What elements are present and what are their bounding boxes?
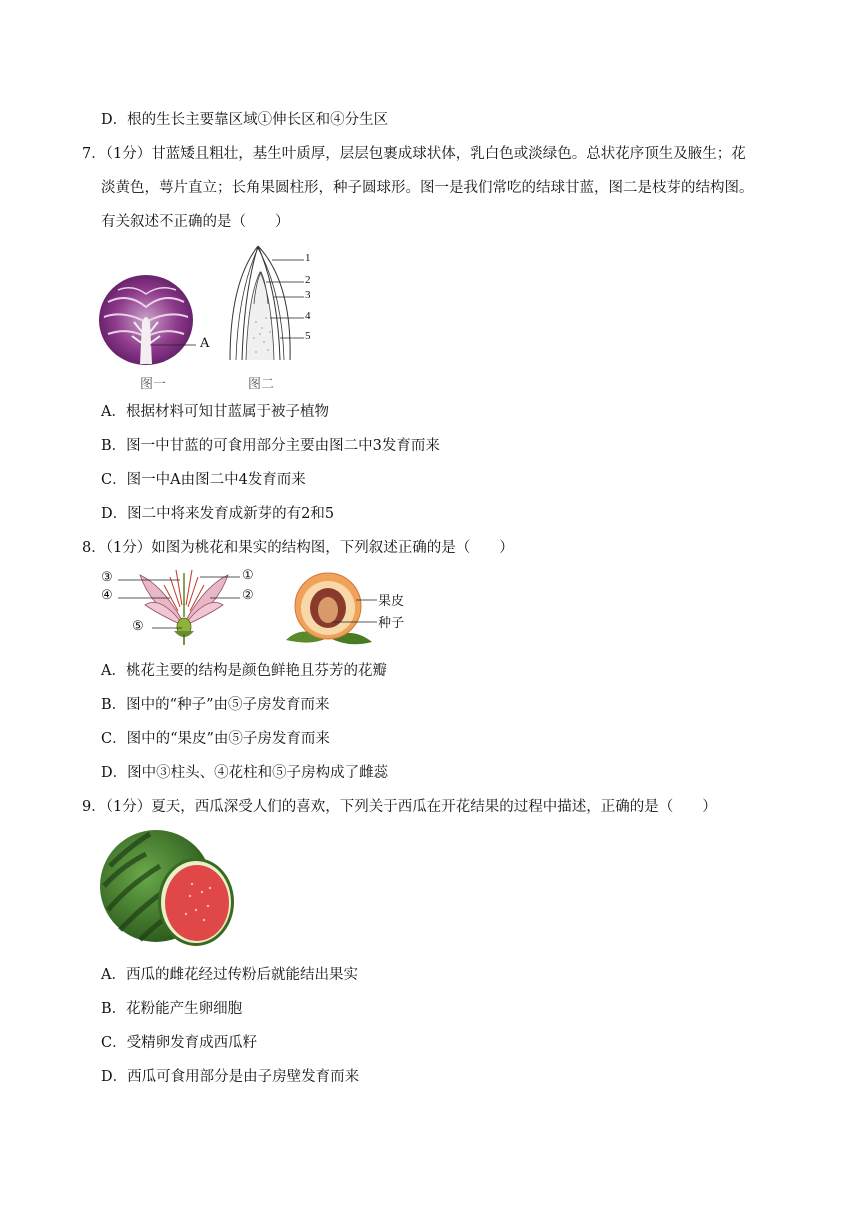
fig2-label-2: 2 [305,274,311,286]
peach-flower-figure [100,565,265,645]
q8-option-a: A．桃花主要的结构是颜色鲜艳且芬芳的花瓣 [101,663,387,679]
fig2-label-3: 3 [305,289,311,301]
fig1-label-a: A [200,336,210,351]
flower-label-3: ③ [101,570,113,585]
fig2-label-4: 4 [305,310,311,322]
q7-stem-line3: 有关叙述不正确的是（ ） [101,214,290,230]
q8-stem: 8．（1分）如图为桃花和果实的结构图，下列叙述正确的是（ ） [82,540,514,556]
fig2-label-5: 5 [305,330,311,342]
fig2-caption: 图二 [248,377,275,392]
q8-option-d: D．图中③柱头、④花柱和⑤子房构成了雌蕊 [101,765,389,781]
q7-option-d: D．图二中将来发育成新芽的有2和5 [101,506,335,522]
flower-label-2: ② [242,588,254,603]
q8-option-c: C．图中的“果皮”由⑤子房发育而来 [101,731,330,747]
q8-option-b: B．图中的“种子”由⑤子房发育而来 [101,697,330,713]
fruit-label-seed: 种子 [378,616,405,631]
flower-label-4: ④ [101,588,113,603]
q9-stem: 9．（1分）夏天，西瓜深受人们的喜欢，下列关于西瓜在开花结果的过程中描述，正确的是（ ） [82,799,717,815]
fig1-caption: 图一 [140,377,167,392]
q9-option-c: C．受精卵发育成西瓜籽 [101,1035,258,1051]
q9-option-b: B．花粉能产生卵细胞 [101,1001,243,1017]
q9-option-d: D．西瓜可食用部分是由子房壁发育而来 [101,1069,360,1085]
fruit-label-pericarp: 果皮 [378,594,405,609]
q7-option-b: B．图一中甘蓝的可食用部分主要由图二中3发育而来 [101,438,440,454]
fig2-label-1: 1 [305,252,311,264]
peach-fruit-figure [282,570,382,646]
flower-label-5: ⑤ [132,619,144,634]
q7-stem-line2: 淡黄色，萼片直立；长角果圆柱形，种子圆球形。图一是我们常吃的结球甘蓝，图二是枝芽的结构图。 [101,180,754,196]
bud-structure-figure [226,242,306,362]
q7-stem-line1: 7．（1分）甘蓝矮且粗壮，基生叶质厚，层层包裹成球状体，乳白色或淡绿色。总状花序顶生及腋生；花 [82,146,746,162]
flower-label-1: ① [242,568,254,583]
cabbage-figure [98,272,228,368]
q7-option-a: A．根据材料可知甘蓝属于被子植物 [101,404,329,420]
watermelon-figure [100,826,236,950]
q7-option-c: C．图一中A由图二中4发育而来 [101,472,306,488]
q9-option-a: A．西瓜的雌花经过传粉后就能结出果实 [101,967,358,983]
option-d-previous: D．根的生长主要靠区域①伸长区和④分生区 [101,112,389,128]
